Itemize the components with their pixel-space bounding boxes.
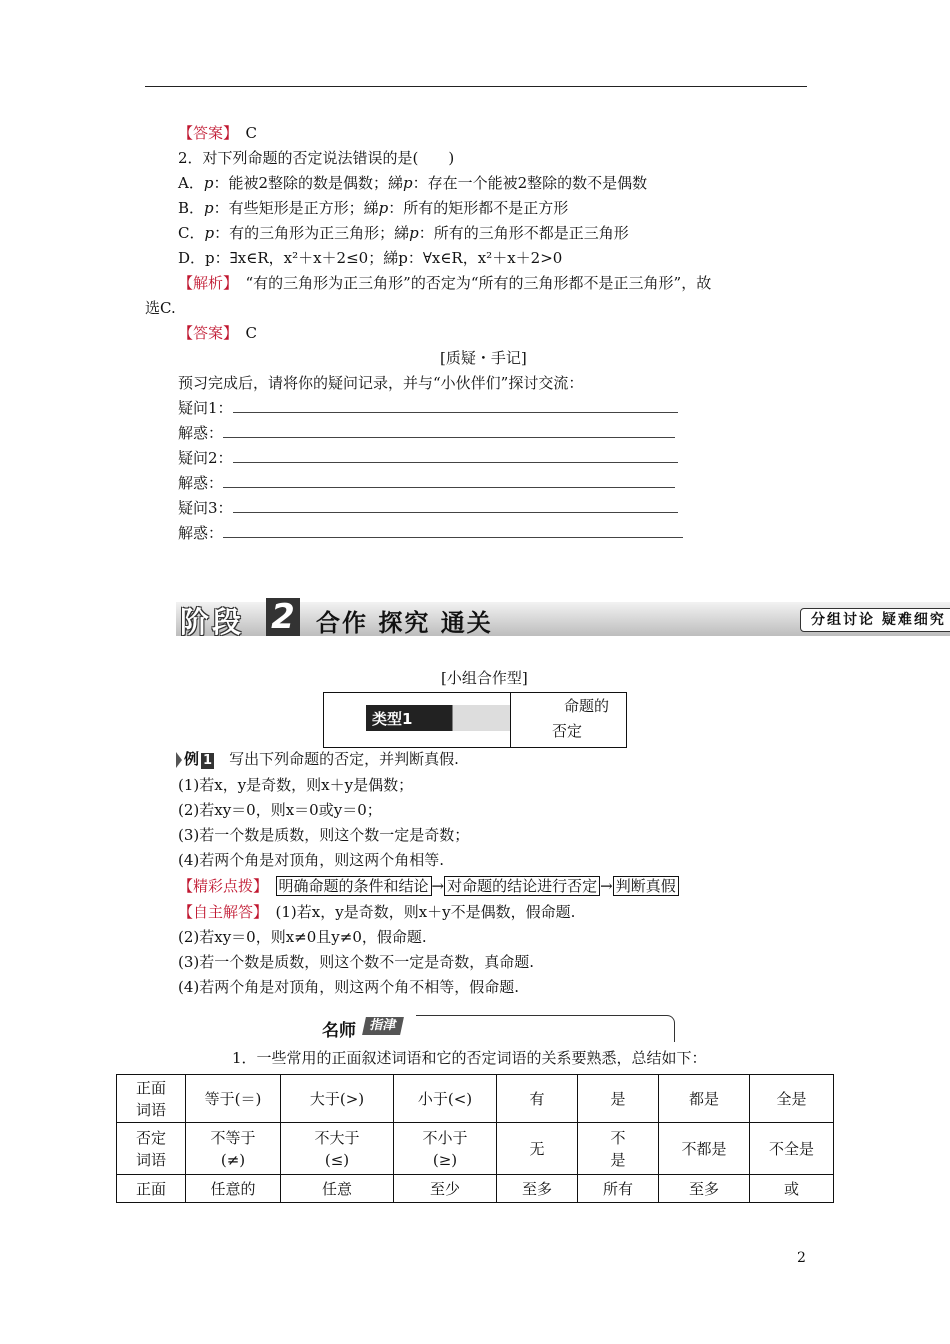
answer-value: C — [245, 324, 258, 342]
hint-step-3: 判断真假 — [613, 876, 679, 896]
group-type-title: [小组合作型] — [441, 669, 528, 687]
answer-2 — [178, 323, 257, 343]
hint: 【精彩点拨】 明确命题的条件和结论 → 对命题的结论进行否定 → 判断真假 — [178, 876, 679, 896]
example-item: (2)若xy＝0，则x＝0或y＝0； — [178, 801, 382, 819]
analysis-line-2: 选C. — [145, 299, 176, 317]
example-item: (3)若一个数是质数，则这个数一定是奇数； — [178, 826, 470, 844]
teacher-tips-label: 名师 — [322, 1021, 356, 1041]
option-b: B．p：有些矩形是正方形；綈p：所有的矩形都不是正方形 — [178, 199, 569, 217]
stage-banner — [176, 598, 950, 638]
hint-step-1: 明确命题的条件和结论 — [276, 876, 432, 896]
example-stem: 例 1 写出下列命题的否定，并判断真假. — [176, 749, 459, 769]
example-number: 1 — [203, 753, 213, 768]
type-text-1: 命题的 — [564, 697, 610, 715]
solution-item: (3)若一个数是质数，则这个数不一定是奇数，真命题. — [178, 953, 535, 971]
notes-row: 解惑： — [178, 523, 683, 543]
header-rule — [145, 86, 807, 87]
question-2-stem: 2．对下列命题的否定说法错误的是( ) — [178, 149, 455, 167]
notes-row: 疑问2： — [178, 448, 678, 468]
analysis-label: 【解析】 — [178, 274, 231, 292]
notes-row: 疑问3： — [178, 498, 678, 518]
option-a: A．p：能被2整除的数是偶数；綈p：存在一个能被2整除的数不是偶数 — [178, 174, 648, 192]
solution-item: (2)若xy＝0，则x≠0且y≠0，假命题. — [178, 928, 427, 946]
answer-1 — [178, 123, 257, 143]
notes-title: [质疑・手记] — [440, 349, 527, 367]
example-mark: 例 — [184, 750, 200, 768]
stage-number: 2 — [266, 598, 300, 636]
stage-tag: 分组讨论 疑难细究 — [800, 608, 950, 632]
answer-value: C — [245, 124, 258, 142]
example-item: (1)若x，y是奇数，则x＋y是偶数； — [178, 776, 414, 794]
hint-label: 【精彩点拨】 — [178, 877, 261, 895]
option-c: C．p：有的三角形为正三角形；綈p：所有的三角形不都是正三角形 — [178, 224, 629, 242]
teacher-tips-badge: 指津 — [362, 1017, 404, 1035]
table-row: 否定 词语 不等于 (≠) 不大于 (≤) 不小于 (≥) 无 不 是 不都是 不全是 — [117, 1123, 834, 1175]
page-number: 2 — [797, 1250, 806, 1266]
table-row: 正面 任意的 任意 至少 至多 所有 至多 或 — [117, 1175, 834, 1203]
table-row: 正面 词语 等于(＝) 大于(>) 小于(<) 有 是 都是 全是 — [117, 1075, 834, 1123]
solution-item: (4)若两个角是对顶角，则这两个角不相等，假命题. — [178, 978, 520, 996]
notes-intro: 预习完成后，请将你的疑问记录，并与“小伙伴们”探讨交流： — [178, 374, 584, 392]
summary-text: 1．一些常用的正面叙述词语和它的否定词语的关系要熟悉，总结如下： — [232, 1049, 707, 1067]
analysis: 【解析】 “有的三角形为正三角形”的否定为“所有的三角形都不是正三角形”，故 — [178, 274, 712, 292]
type-box — [323, 692, 627, 748]
option-d: D．p：∃x∈R，x²＋x＋2≤0；綈p：∀x∈R，x²＋x＋2>0 — [178, 249, 563, 267]
type-text-2: 否定 — [552, 722, 583, 740]
notes-row: 疑问1： — [178, 398, 678, 418]
hint-step-2: 对命题的结论进行否定 — [444, 876, 600, 896]
triangle-icon — [176, 752, 182, 768]
notes-row: 解惑： — [178, 423, 675, 443]
stage-title: 合作 探究 通关 — [316, 609, 493, 637]
teacher-tips-header — [316, 1015, 676, 1043]
solution: 【自主解答】 (1)若x，y是奇数，则x＋y不是偶数，假命题. — [178, 903, 576, 921]
answer-label: 【答案】 — [178, 324, 231, 342]
solution-label: 【自主解答】 — [178, 903, 261, 921]
stage-label: 阶段 — [180, 605, 245, 639]
answer-label: 【答案】 — [178, 124, 231, 142]
negation-words-table — [116, 1074, 834, 1203]
example-item: (4)若两个角是对顶角，则这两个角相等. — [178, 851, 445, 869]
type-label: 类型1 — [372, 710, 413, 728]
notes-row: 解惑： — [178, 473, 675, 493]
